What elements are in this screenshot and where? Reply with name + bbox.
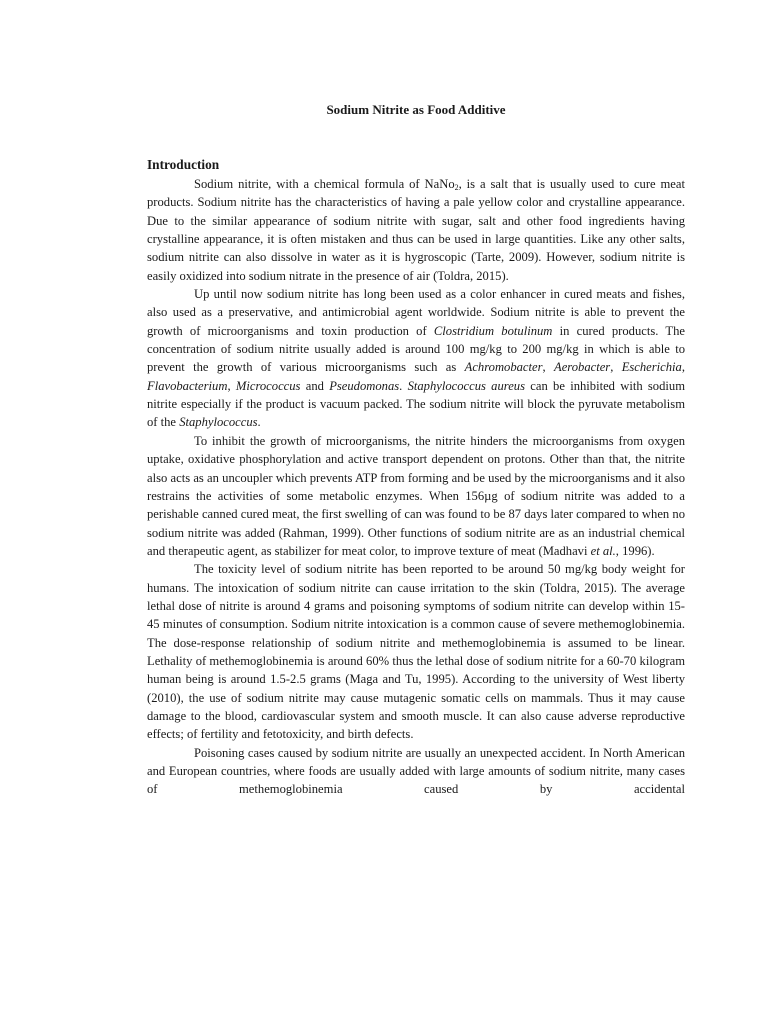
paragraph-4: The toxicity level of sodium nitrite has been reported to be around 50 mg/kg body weight for humans. The intoxication of sodium nitrite can cause irritation to the skin (Toldra, 2015). The average lethal dose of nitrite is around 4 grams and poisoning symptoms of sodium nitrite can develop within 15-45 minutes of consumption. Sodium nitrite intoxication is a common cause of severe methemoglobinemia. The dose-response relationship of sodium nitrite and methemoglobinemia is assumed to be linear. Lethality of methemoglobinemia is around 60% thus the lethal dose of sodium nitrite for a 60-70 kilogram human being is around 1.5-2.5 grams (Maga and Tu, 1995). According to the university of West liberty (2010), the use of sodium nitrite may cause mutagenic somatic cells on mammals. Thus it may cause damage to the blood, cardiovascular system and smooth muscle. It can also cause adverse reproductive effects; of fertility and fetotoxicity, and birth defects. <box>147 562 685 742</box>
paragraph-5: Poisoning cases caused by sodium nitrite are usually an unexpected accident. In North American and European countries, where foods are usually added with large amounts of sodium nitrite, many cases of methemoglobinemia caused by accidental <box>147 745 685 797</box>
paragraph-2: Up until now sodium nitrite has long been used as a color enhancer in cured meats and fishes, also used as a preservative, and antimicrobial agent worldwide. Sodium nitrite is able to prevent the growth of microorganisms and toxin production of Clostridium botulinum in cured products. The concentration of sodium nitrite usually added is around 100 mg/kg to 200 mg/kg in which is able to prevent the growth of various microorganisms such as Achromobacter, Aerobacter, Escherichia, Flavobacterium, Micrococcus and Pseudomonas. Staphylococcus aureus can be inhibited with sodium nitrite especially if the product is vacuum packed. The sodium nitrite will block the pyruvate metabolism of the Staphylococcus. <box>147 287 686 430</box>
section-heading: Introduction <box>147 157 220 172</box>
paragraph-3: To inhibit the growth of microorganisms, the nitrite hinders the microorganisms from oxygen uptake, oxidative phosphorylation and active transport dependent on protons. Other than that, the nitrite also acts as an uncoupler which prevents ATP from forming and be used by the microorganisms and it also restrains the activities of some metabolic enzymes. When 156µg of sodium nitrite was added to a perishable canned cured meat, the first swelling of can was found to be 87 days later compared to when no sodium nitrite was added (Rahman, 1999). Other functions of sodium nitrite are as an industrial chemical and therapeutic agent, as stabilizer for meat color, to improve texture of meat (Madhavi et al., 1996). <box>147 433 685 558</box>
body-text <box>147 175 685 799</box>
paragraph-1: Sodium nitrite, with a chemical formula of NaNo$_2$, is a salt that is usually used to cure meat products. Sodium nitrite has the characteristics of having a pale yellow color and crystalline appearance. Due to the similar appearance of sodium nitrite with sugar, salt and other food ingredients having crystalline appearance, it is often mistaken and thus can be used in large quantities. Like any other salts, sodium nitrite can also dissolve in water as it is hygroscopic (Tarte, 2009). However, sodium nitrite is easily oxidized into sodium nitrate in the presence of air (Toldra, 2015). <box>147 177 685 283</box>
document-title: Sodium Nitrite as Food Additive <box>326 102 506 117</box>
